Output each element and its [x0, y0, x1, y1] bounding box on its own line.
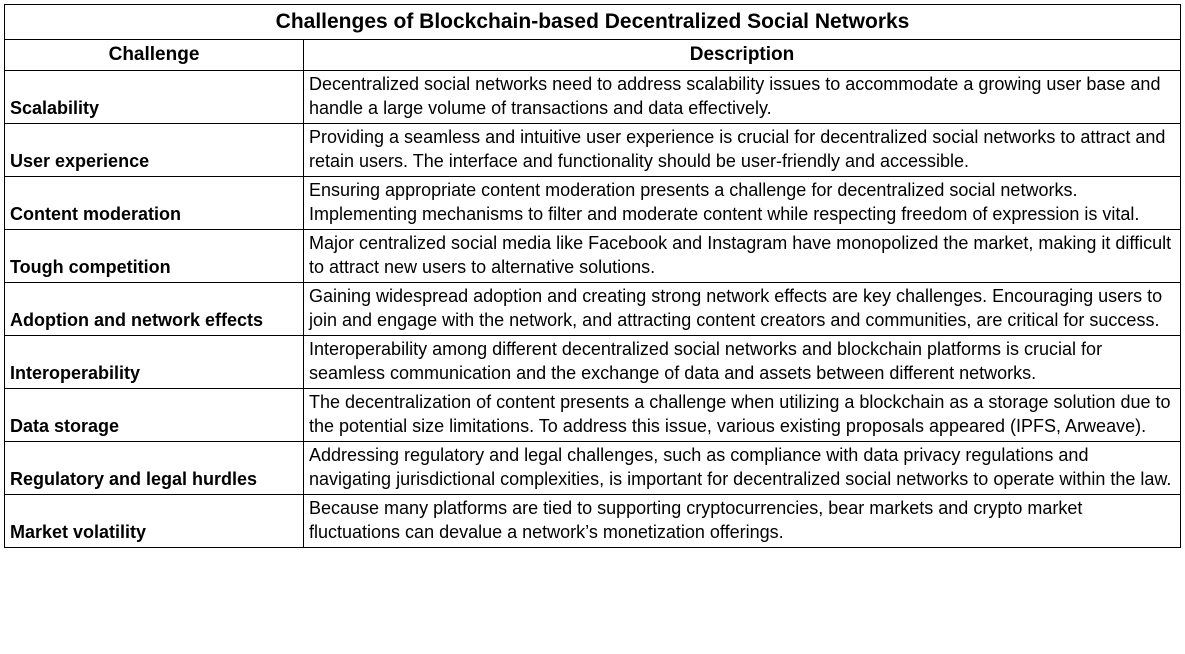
challenge-cell: Adoption and network effects: [5, 283, 304, 336]
challenges-table-container: [4, 4, 1180, 548]
description-cell: Interoperability among different decentralized social networks and blockchain platforms is crucial for seamless communication and the exchange of data and assets between different networks.: [304, 336, 1181, 389]
challenge-cell: Tough competition: [5, 230, 304, 283]
table-row: [5, 389, 1181, 442]
table-row: [5, 230, 1181, 283]
challenge-cell: Market volatility: [5, 495, 304, 548]
table-row: [5, 495, 1181, 548]
description-cell: Ensuring appropriate content moderation presents a challenge for decentralized social networks. Implementing mechanisms to filter and moderate content while respecting freedom of expression is vital.: [304, 177, 1181, 230]
table-title-row: [5, 5, 1181, 40]
challenge-cell: Interoperability: [5, 336, 304, 389]
description-cell: Gaining widespread adoption and creating strong network effects are key challenges. Encouraging users to join and engage with the network, and attracting content creators and communities, are critical for success.: [304, 283, 1181, 336]
table-header-row: [5, 40, 1181, 71]
table-row: [5, 442, 1181, 495]
table-row: [5, 177, 1181, 230]
table-row: [5, 336, 1181, 389]
challenge-cell: User experience: [5, 124, 304, 177]
description-cell: Because many platforms are tied to supporting cryptocurrencies, bear markets and crypto market fluctuations can devalue a network’s monetization offerings.: [304, 495, 1181, 548]
challenge-cell: Scalability: [5, 71, 304, 124]
challenge-cell: Content moderation: [5, 177, 304, 230]
description-cell: Decentralized social networks need to address scalability issues to accommodate a growing user base and handle a large volume of transactions and data effectively.: [304, 71, 1181, 124]
challenge-cell: Data storage: [5, 389, 304, 442]
description-cell: Providing a seamless and intuitive user experience is crucial for decentralized social networks to attract and retain users. The interface and functionality should be user-friendly and accessible.: [304, 124, 1181, 177]
table-title: Challenges of Blockchain-based Decentralized Social Networks: [5, 5, 1181, 40]
challenge-cell: Regulatory and legal hurdles: [5, 442, 304, 495]
description-cell: The decentralization of content presents a challenge when utilizing a blockchain as a storage solution due to the potential size limitations. To address this issue, various existing proposals appeared (IPFS, Arweave).: [304, 389, 1181, 442]
table-row: [5, 71, 1181, 124]
table-row: [5, 124, 1181, 177]
column-header-challenge: Challenge: [5, 40, 304, 71]
column-header-description: Description: [304, 40, 1181, 71]
table-row: [5, 283, 1181, 336]
challenges-table: [4, 4, 1181, 548]
description-cell: Addressing regulatory and legal challenges, such as compliance with data privacy regulations and navigating jurisdictional complexities, is important for decentralized social networks to operate within the law.: [304, 442, 1181, 495]
description-cell: Major centralized social media like Facebook and Instagram have monopolized the market, making it difficult to attract new users to alternative solutions.: [304, 230, 1181, 283]
